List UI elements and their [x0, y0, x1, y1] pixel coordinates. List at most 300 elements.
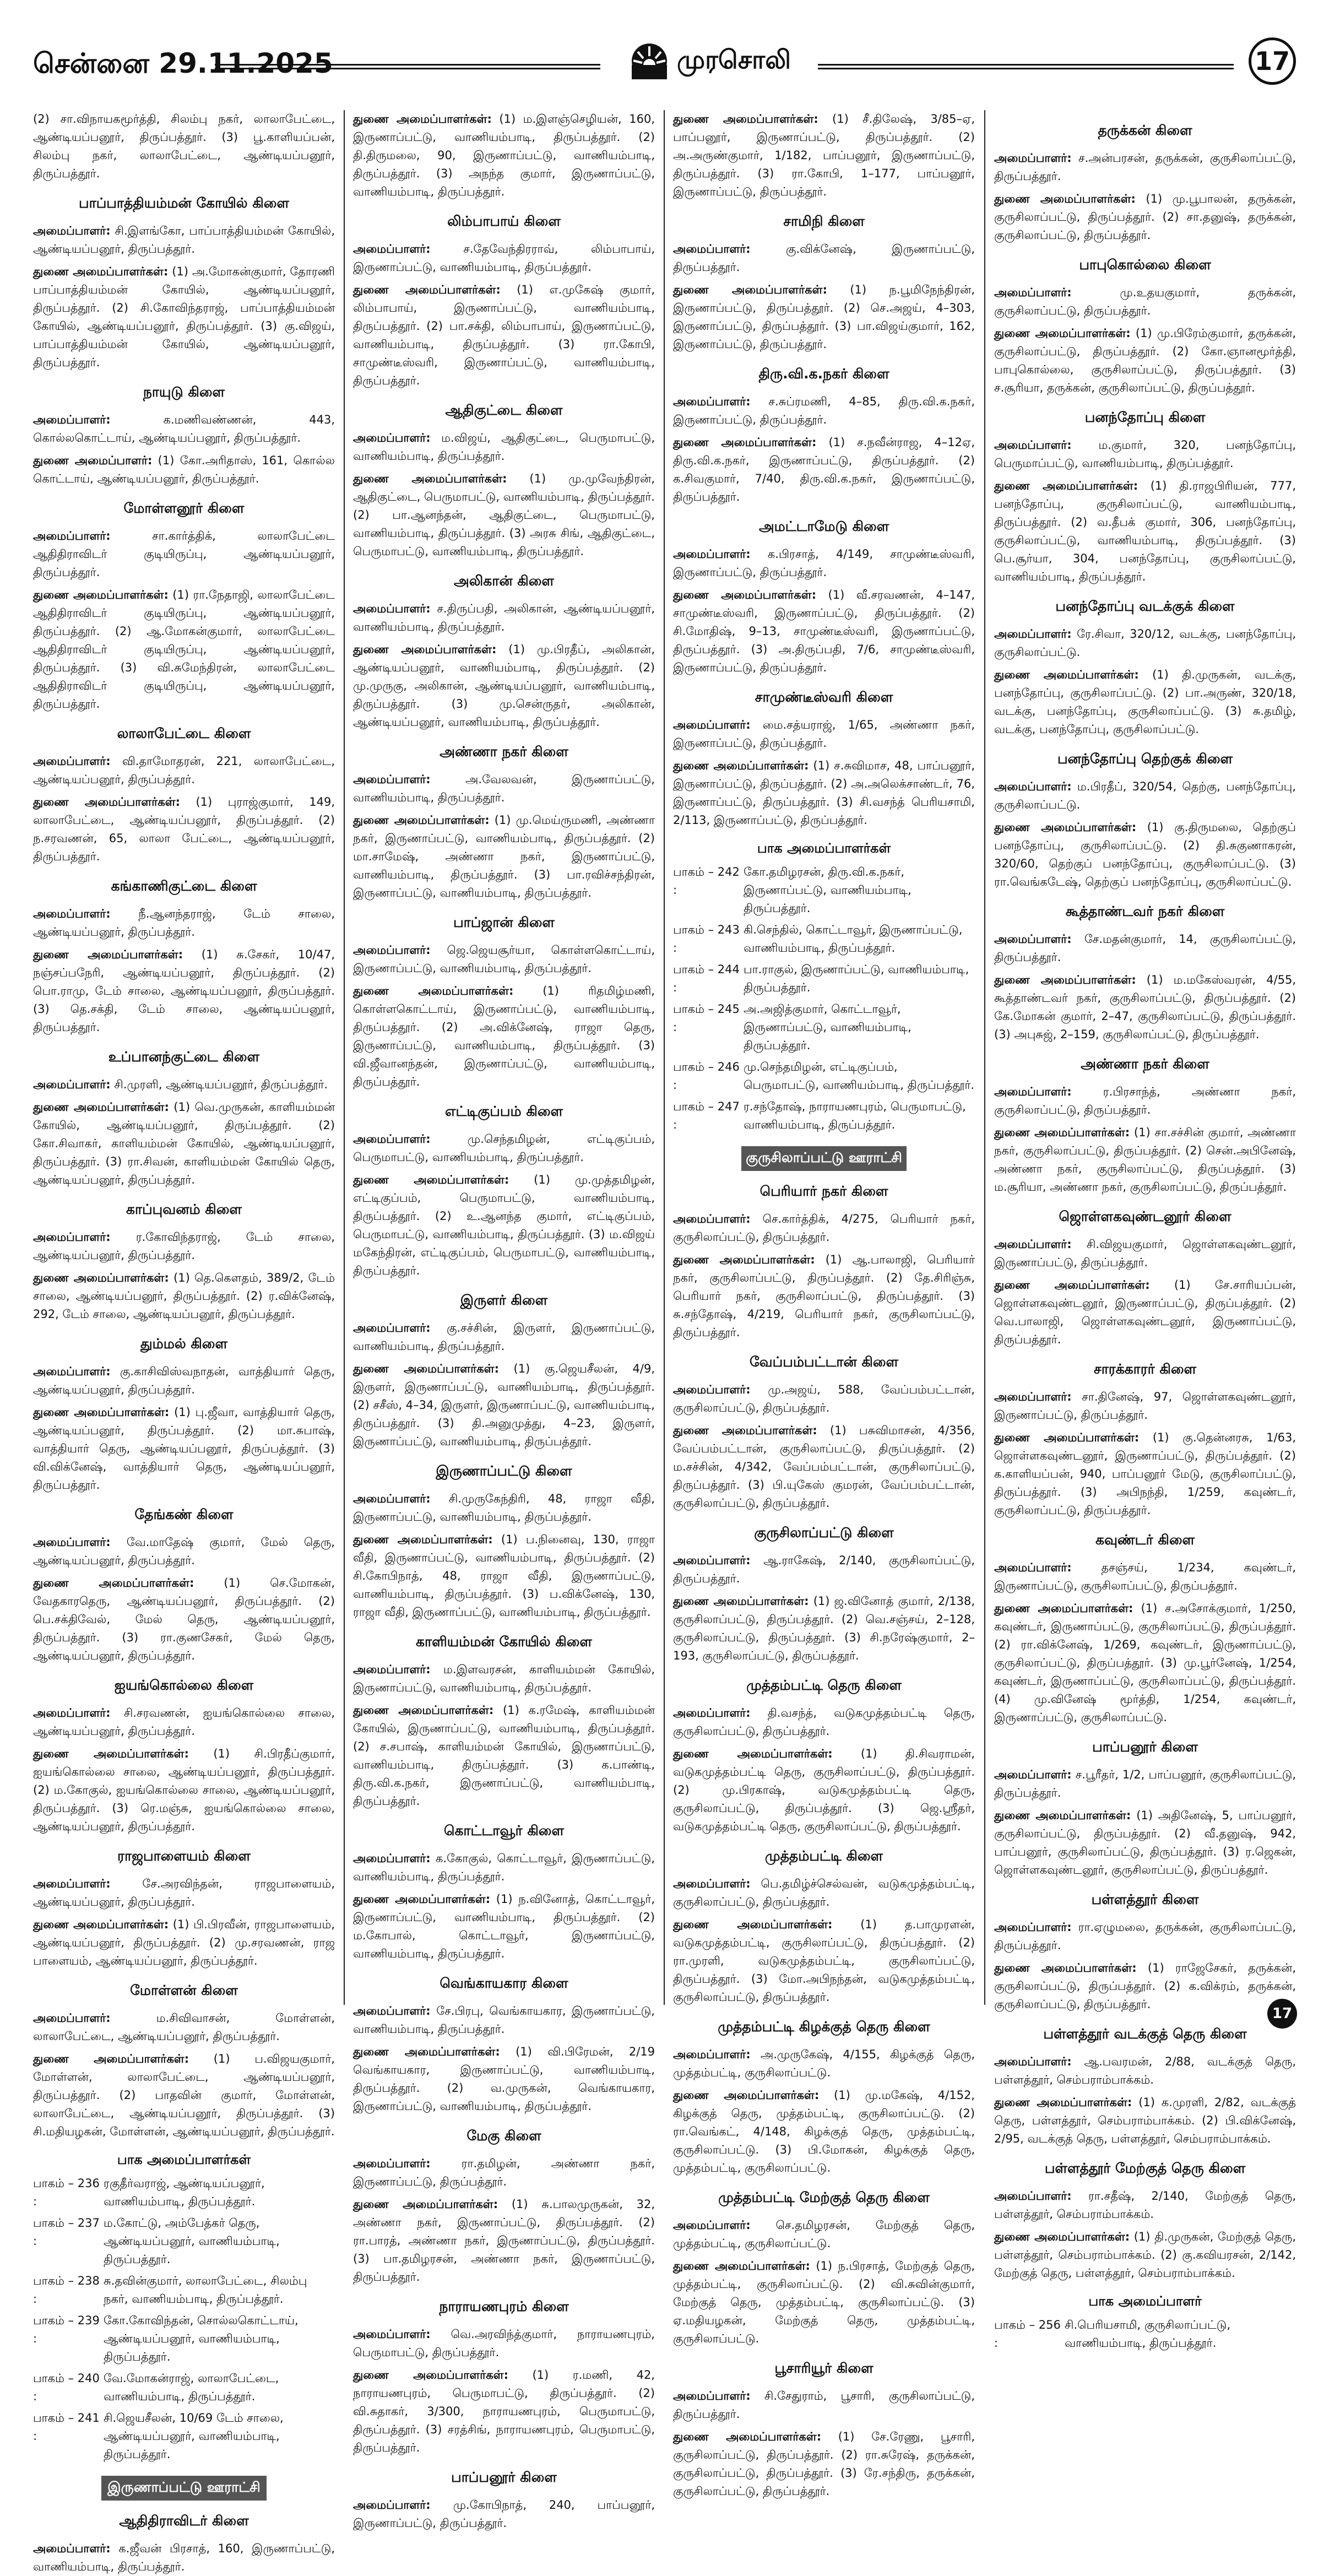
member-text: (1) ராஜேசேகர், தருக்கன், குருசிலாப்பட்டு, திருப்பத்தூர். (2) க.விக்ரம், தருக்கன், குருசிலாப்பட்டு, திருப்பத்தூர்.: [994, 1961, 1296, 2011]
branch-heading: முத்தம்பட்டி கிளை: [764, 1848, 883, 1864]
member-text: (1) வீ.சரவணன், 4–147, சாமுண்டீஸ்வரி, இருணாப்பட்டு, திருப்பத்தூர். (2) சி.மோதிஷ், 9–13, சாமுண்டீஸ்வரி, இருணாப்பட்டு, திருப்பத்தூர். (3) அ.திருப்பதி, 7/6, சாமுண்டீஸ்வரி, இருணாப்பட்டு, திருப்பத்தூர்.: [673, 588, 975, 674]
branch-heading: ஐயங்கொல்லை கிளை: [114, 1677, 254, 1693]
member-text: ம.விஜய், ஆதிகுட்டை, பெருமாபட்டு, வாணியம்பாடி, திருப்பத்தூர்.: [353, 431, 655, 463]
branch-heading: அண்ணா நகர் கிளை: [440, 744, 568, 760]
member-text: (1) ஜ.வினோத் குமார், 2/138, குருசிலாப்பட்டு, திருப்பத்தூர். (2) வெ.சஞ்சய், 2–128, குருசிலாப்பட்டு, திருப்பத்தூர். (3) சி.நரேஷ்குமார், 2–193, குருசிலாப்பட்டு, திருப்பத்தூர்.: [673, 1595, 975, 1662]
member-paragraph: [353, 429, 655, 465]
masthead-rule-right: [818, 64, 1234, 69]
branch-heading: பாப்பனூர் கிளை: [451, 2469, 557, 2485]
member-text: (1) கு.ஜெயசீலன், 4/9, இருளர், இருணாப்பட்டு, வாணியம்பாடி, திருப்பத்தூர். (2) சசீஸ், 4–34, இருளர், இருணாப்பட்டு, வாணியம்பாடி, திருப்பத்தூர். (3) தி.அனுமுத்து, 4–23, இருளர், இருணாப்பட்டு, வாணியம்பாடி, திருப்பத்தூர்.: [353, 1362, 655, 1448]
role-label: அமைப்பாளர்:: [33, 529, 111, 543]
booth-entry: [33, 2369, 335, 2406]
branch-heading: ராஜபாளையம் கிளை: [117, 1848, 251, 1864]
member-text: சே.அரவிந்தன், ராஜபாளையம், ஆண்டியப்பனூர், திருப்பத்தூர்.: [33, 1877, 335, 1908]
member-paragraph: [994, 930, 1296, 967]
role-label: துணை அமைப்பாளர்கள்:: [994, 821, 1137, 834]
role-label: துணை அமைப்பாளர்கள்:: [994, 1126, 1130, 1139]
role-label: அமைப்பாளர்:: [994, 1561, 1072, 1574]
role-label: துணை அமைப்பாளர்கள்:: [33, 2052, 189, 2065]
member-text: (1) மு.மகேஷ், 4/152, கிழக்குத் தெரு, முத்தம்பட்டி, குருசிலாப்பட்டு. (2) ரா.வெங்கட், 4/148, கிழக்குத் தெரு, முத்தம்பட்டி, குருசிலாப்பட்டு. (3) பி.மோகன், கிழக்குத் தெரு, முத்தம்பட்டி, குருசிலாப்பட்டு.: [673, 2089, 975, 2174]
booth-person: சு.தவின்குமார், லாலாபேட்டை, சிலம்பு நகர், வாணியம்பாடி, திருப்பத்தூர்.: [104, 2274, 307, 2306]
member-text: (1) மு.பிரதீப், அலிகான், ஆண்டியப்பனூர், வாணியம்பாடி, திருப்பத்தூர். (2) மு.முருகு, அலிகான், ஆண்டியப்பனூர், வாணியம்பாடி, திருப்பத்தூர். (3) மு.சென்ருதர், அலிகான், ஆண்டியப்பனூர், வாணியம்பாடி, திருப்பத்தூர்.: [353, 643, 655, 729]
member-paragraph: [994, 1559, 1296, 1595]
member-paragraph: [994, 2187, 1296, 2224]
booth-number: பாகம் – 242 :: [673, 865, 740, 897]
booth-entry: [33, 2409, 335, 2464]
booth-entry: [33, 2312, 335, 2366]
role-label: அமைப்பாளர்:: [994, 286, 1072, 299]
booth-entry: [673, 921, 975, 957]
member-paragraph: [353, 2043, 655, 2116]
member-paragraph: [33, 1704, 335, 1740]
member-paragraph: [994, 1959, 1296, 2014]
branch-heading: ஜொள்ளகவுண்டனூர் கிளை: [1059, 1208, 1232, 1224]
paper-name: முரசொலி: [677, 44, 791, 74]
role-label: அமைப்பாளர்:: [673, 2219, 751, 2232]
member-paragraph: [353, 771, 655, 807]
member-paragraph: [994, 1807, 1296, 1879]
booth-section-heading: பாக அமைப்பாளர்கள்: [117, 2152, 251, 2167]
member-paragraph: [673, 716, 975, 752]
member-text: (1) பி.பிரவீன், ராஜபாளையம், ஆண்டியப்பனூர், திருப்பத்தூர். (2) மு.சரவணன், ராஜ பாளையம், ஆண்டியப்பனூர், திருப்பத்தூர்.: [33, 1918, 335, 1967]
role-label: துணை அமைப்பாளர்கள்:: [673, 2259, 810, 2273]
member-paragraph: [33, 1403, 335, 1494]
role-label: அமைப்பாளர்:: [673, 1212, 751, 1225]
masthead: [33, 34, 1296, 95]
member-text: (1) தி.ராஜபிரியன், 777, பனந்தோப்பு, குருசிலாப்பட்டு, வாணியம்பாடி, திருப்பத்தூர். (2) வ.தீபக் குமார், 306, பனந்தோப்பு, குருசிலாப்பட்டு, வாணியம்பாடி, திருப்பத்தூர். (3) பெ.சூர்யா, 304, பனந்தோப்பு, குருசிலாப்பட்டு, வாணியம்பாடி, திருப்பத்தூர்.: [994, 479, 1297, 583]
branch-heading: பள்ளத்தூர் மேற்குத் தெரு கிளை: [1044, 2160, 1246, 2176]
member-paragraph: [994, 1388, 1296, 1424]
member-text: (1) க.முரளி, 2/82, வடக்குத் தெரு, பள்ளத்தூர், செம்பராம்பாக்கம். (2) பி.விக்னேஷ், 2/95, வடக்குத் தெரு, பள்ளத்தூர், செம்பராம்பாக்கம்.: [994, 2096, 1296, 2145]
member-paragraph: [994, 284, 1296, 320]
member-text: (1) ரிதமிழ்மணி, கொள்ளகொட்டாய், இருணாப்பட்டு, வாணியம்பாடி, திருப்பத்தூர். (2) அ.விக்னேஷ், ராஜா தெரு, இருணாப்பட்டு, வாணியம்பாடி, திருப்பத்தூர். (3) வி.ஜீவானந்தன், இருணாப்பட்டு, வாணியம்பாடி, திருப்பத்தூர்.: [353, 984, 655, 1088]
member-text: செ.கார்த்திக், 4/275, பெரியார் நகர், குருசிலாப்பட்டு, திருப்பத்தூர்.: [673, 1212, 975, 1244]
role-label: துணை அமைப்பாளர்கள்:: [353, 984, 514, 997]
masthead-rule-left: [215, 64, 600, 69]
branch-heading: முத்தம்பட்டி கிழக்குத் தெரு கிளை: [718, 2019, 930, 2035]
role-label: துணை அமைப்பாளர்கள்:: [353, 2198, 498, 2211]
member-paragraph: [673, 1916, 975, 2006]
booth-person: சி.பெரியசாமி, குருசிலாப்பட்டு, வாணியம்பாடி, திருப்பத்தூர்.: [1065, 2318, 1231, 2350]
booth-person: பா.ராகுல், இருணாப்பட்டு, வாணியம்பாடி, திருப்பத்தூர்.: [744, 963, 969, 994]
member-text: சி.இளங்கோ, பாப்பாத்தியம்மன் கோயில், ஆண்டியப்பனூர், திருப்பத்தூர்.: [33, 224, 335, 256]
booth-entry: [673, 1000, 975, 1055]
member-text: (1) மு.மெய்ருமணி, அண்ணா நகர், இருணாப்பட்டு, வாணியம்பாடி, திருப்பத்தூர். (2) மா.சாமேஷ், அண்ணா நகர், இருணாப்பட்டு, வாணியம்பாடி, திருப்பத்தூர். (3) பா.ரவிச்சந்திரன், இருணாப்பட்டு, வாணியம்பாடி, திருப்பத்தூர்.: [353, 814, 655, 899]
role-label: துணை அமைப்பாளர்கள்:: [994, 1961, 1137, 1975]
member-paragraph: [33, 2009, 335, 2046]
member-text: சி.சரவணன், ஐயங்கொல்லை சாலை, ஆண்டியப்பனூர், திருப்பத்தூர்.: [33, 1706, 335, 1738]
role-label: துணை அமைப்பாளர்கள்:: [33, 265, 169, 278]
branch-heading: தருக்கன் கிளை: [1098, 122, 1192, 138]
role-label: அமைப்பாளர்:: [353, 2004, 431, 2018]
member-text: (1) தி.முருகன், வடக்கு, பனந்தோப்பு, குருசிலாப்பட்டு. (2) பா.அருண், 320/18, வடக்கு, பனந்தோப்பு, குருசிலாப்பட்டு. (3) சு.தமிழ், வடக்கு, பனந்தோப்பு, குருசிலாப்பட்டு.: [994, 668, 1296, 736]
role-label: அமைப்பாளர்:: [33, 224, 111, 237]
member-text: (1) த.பாமுரளன், வடுகமுத்தம்பட்டி, குருசிலாப்பட்டு, திருப்பத்தூர். (2) ரா.முரளி, வடுகமுத்தம்பட்டி, குருசிலாப்பட்டு, திருப்பத்தூர். (3) மோ.அபிநந்தன், வடுகமுத்தம்பட்டி, குருசிலாப்பட்டு, திருப்பத்தூர்.: [673, 1918, 975, 2004]
member-text: (1) ந.பூமிநேந்திரன், இருணாப்பட்டு, திருப்பத்தூர். (2) செ.அஜய், 4–303, இருணாப்பட்டு, திருப்பத்தூர். (3) பா.விஜய்குமார், 162, இருணாப்பட்டு, திருப்பத்தூர்.: [673, 283, 975, 351]
role-label: அமைப்பாளர்:: [994, 1085, 1072, 1098]
branch-heading: ஆதிகுட்டை கிளை: [445, 402, 563, 418]
member-text: (1) எ.முகேஷ் குமார், லிம்பாபாய், இருணாப்பட்டு, வாணியம்பாடி, திருப்பத்தூர். (2) பா.சக்தி, லிம்பாபாய், இருணாப்பட்டு, வாணியம்பாடி, திருப்பத்தூர். (3) ரா.கோபி, சாமுண்டீஸ்வரி, இருணாப்பட்டு, வாணியம்பாடி, திருப்பத்தூர்.: [353, 283, 655, 387]
member-paragraph: [353, 1531, 655, 1621]
booth-person: ர.சந்தோஷ், நாராயணபுரம், பெருமாபட்டு, வாணியம்பாடி, திருப்பத்தூர்.: [744, 1100, 966, 1131]
member-paragraph: [673, 1381, 975, 1417]
member-paragraph: [673, 281, 975, 354]
member-paragraph: [673, 393, 975, 429]
branch-heading: பூசாரியூர் கிளை: [774, 2360, 874, 2376]
branch-heading: பாப்பனூர் கிளை: [1092, 1739, 1198, 1755]
role-label: துணை அமைப்பாளர்கள்:: [673, 112, 818, 126]
branch-heading: காப்புவனம் கிளை: [126, 1201, 242, 1217]
member-text: பெ.தமிழ்ச்செல்வன், வடுகமுத்தம்பட்டி, குருசிலாப்பட்டு, திருப்பத்தூர்.: [673, 1877, 975, 1908]
branch-heading: கூத்தாண்டவர் நகர் கிளை: [1065, 903, 1225, 919]
role-label: அமைப்பாளர்:: [353, 602, 431, 615]
footer-page-number: 17: [1267, 1999, 1297, 2029]
booth-number: பாகம் – 241 :: [33, 2411, 100, 2443]
member-paragraph: [33, 2540, 335, 2576]
member-paragraph: [353, 600, 655, 636]
role-label: அமைப்பாளர்:: [353, 773, 431, 786]
member-text: வெ.அரவிந்த்குமார், நாராயணபுரம், பெருமாபட்டு, திருப்பத்தூர்.: [353, 2328, 655, 2359]
paper-brand: [611, 42, 810, 91]
role-label: அமைப்பாளர்:: [33, 907, 111, 920]
role-label: துணை அமைப்பாளர்கள்:: [673, 1747, 833, 1760]
member-text: (1) ஆ.பாலாஜி, பெரியார் நகர், குருசிலாப்பட்டு, திருப்பத்தூர். (2) தே.சிரிஞ்சு, பெரியார் நகர், குருசிலாப்பட்டு, திருப்பத்தூர். (3) சு.சந்தோஷ், 4/219, பெரியார் நகர், குருசிலாப்பட்டு, திருப்பத்தூர்.: [673, 1253, 975, 1339]
role-label: துணை அமைப்பாளர்கள்:: [673, 1424, 817, 1437]
member-text: ச.அன்பரசன், தருக்கன், குருசிலாப்பட்டு, திருப்பத்தூர்.: [994, 151, 1296, 183]
member-paragraph: [353, 982, 655, 1091]
member-text: வி.தாமோதரன், 221, லாலாபேட்டை, ஆண்டியப்பனூர், திருப்பத்தூர்.: [33, 755, 335, 786]
member-paragraph: [33, 527, 335, 582]
member-paragraph: [353, 1661, 655, 1697]
role-label: துணை அமைப்பாளர்கள்:: [673, 2089, 820, 2102]
member-text: (1) ம.மகேஸ்வரன், 4/55, கூத்தாண்டவர் நகர், குருசிலாப்பட்டு, திருப்பத்தூர். (2) கே.மோகன் குமார், 2–47, குருசிலாப்பட்டு, திருப்பத்தூர். (3) அபுசுஜ், 2–159, குருசிலாப்பட்டு, திருப்பத்தூர்.: [994, 973, 1296, 1041]
member-text: ஆ.பவரமன், 2/88, வடக்குத் தெரு, பள்ளத்தூர், செம்பராம்பாக்கம்.: [994, 2055, 1296, 2086]
member-paragraph: [994, 2228, 1296, 2282]
role-label: அமைப்பாளர்:: [353, 1321, 431, 1335]
member-paragraph: [673, 2216, 975, 2253]
booth-number: பாகம் – 237 :: [33, 2216, 100, 2248]
role-label: அமைப்பாளர்:: [33, 1230, 111, 1244]
member-text: ம.பிரதீப், 320/54, தெற்கு, பனந்தோப்பு, குருசிலாப்பட்டு.: [994, 780, 1296, 811]
role-label: துணை அமைப்பாளர்கள்:: [673, 1253, 815, 1266]
member-text: (1) கு.திருமலை, தெற்குப் பனந்தோப்பு, குருசிலாப்பட்டு. (2) தி.சுகுணாகரன், 320/60, தெற்குப் பனந்தோப்பு, குருசிலாப்பட்டு. (3) ரா.வெங்கடேஷ், தெற்குப் பனந்தோப்பு, குருசிலாப்பட்டு.: [994, 821, 1296, 888]
member-paragraph: [673, 545, 975, 582]
member-text: ஜெ.ஜெயசூர்யா, கொள்ளகொட்டாய், இருணாப்பட்டு, வாணியம்பாடி, திருப்பத்தூர்.: [353, 943, 655, 975]
branch-heading: வெங்காயகார கிளை: [440, 1975, 568, 1991]
member-paragraph: [673, 1592, 975, 1665]
role-label: துணை அமைப்பாளர்கள்:: [994, 1809, 1131, 1822]
member-paragraph: [673, 1210, 975, 1246]
member-paragraph: [673, 2257, 975, 2348]
role-label: துணை அமைப்பாளர்கள்:: [33, 1747, 189, 1760]
member-text: ச.தேவேந்திரராவ், லிம்பாபாய், இருணாப்பட்டு, வாணியம்பாடி, திருப்பத்தூர்.: [353, 242, 655, 274]
member-paragraph: [33, 1098, 335, 1189]
member-text: (2) சா.விநாயகமூர்த்தி, சிலம்பு நகர், லாலாபேட்டை, ஆண்டியப்பனூர், திருப்பத்தூர். (3) பூ.காளியப்பன், சிலம்பு நகர், லாலாபேட்டை, ஆண்டியப்பனூர், திருப்பத்தூர்.: [33, 112, 335, 180]
member-paragraph: [673, 1251, 975, 1342]
page-number-badge: 17: [1249, 37, 1296, 85]
member-paragraph: [33, 1269, 335, 1324]
member-text: (1) மு.பூபாலன், தருக்கன், குருசிலாப்பட்டு, திருப்பத்தூர். (2) சா.தனுஷ், தருக்கன், குருசிலாப்பட்டு, திருப்பத்தூர்.: [994, 192, 1296, 242]
branch-heading: தும்மல் கிளை: [140, 1336, 228, 1352]
role-label: அமைப்பாளர்:: [353, 2498, 431, 2512]
role-label: அமைப்பாளர்:: [673, 1554, 751, 1567]
member-text: (1) கு.தென்னரசு, 1/63, ஜொள்ளகவுண்டனூர், இருணாப்பட்டு, திருப்பத்தூர். (2) க.காளியப்பன், 940, பாப்பனூர் மேடு, குருசிலாப்பட்டு, திருப்பத்தூர். (3) அபிநந்தி, 1/259, கவுண்டர், குருசிலாப்பட்டு, திருப்பத்தூர்.: [994, 1431, 1297, 1517]
column-1: [33, 110, 335, 2573]
member-paragraph: [33, 1076, 335, 1094]
branch-heading: பனந்தோப்பு கிளை: [1084, 409, 1206, 425]
branch-heading: இருளர் கிளை: [460, 1292, 548, 1308]
member-paragraph: [33, 1363, 335, 1399]
booth-person: சி.ஜெயசீலன், 10/69 டேம் சாலை, ஆண்டியப்பனூர், வாணியம்பாடி, திருப்பத்தூர்.: [104, 2411, 284, 2461]
member-text: சே.பிரபு, வெங்காயகார, இருணாப்பட்டு, வாணியம்பாடி, திருப்பத்தூர்.: [353, 2004, 655, 2036]
booth-number: பாகம் – 256 :: [994, 2318, 1061, 2350]
role-label: அமைப்பாளர்:: [994, 2189, 1072, 2203]
member-text: செ.தமிழரசன், மேற்குத் தெரு, முத்தம்பட்டி, குருசிலாப்பட்டு.: [673, 2219, 975, 2250]
member-paragraph: [353, 1490, 655, 1526]
branch-heading: எட்டிகுப்பம் கிளை: [444, 1103, 563, 1119]
member-text: (1) வெ.முருகன், காளியம்மன் கோயில், ஆண்டியப்பனூர், திருப்பத்தூர். (2) கோ.சிவாகர், காளியம்மன் கோயில், ஆண்டியப்பனூர், திருப்பத்தூர். (3) ரா.சிவன், காளியம்மன் கோயில் தெரு, ஆண்டியப்பனூர், திருப்பத்தூர்.: [33, 1100, 335, 1186]
branch-heading: சாரக்காரர் கிளை: [1093, 1361, 1197, 1377]
member-text: ச.சுப்ரமணி, 4–85, திரு.வி.க.நகர், இருணாப்பட்டு, திருப்பத்தூர்.: [673, 395, 975, 426]
role-label: அமைப்பாளர்:: [994, 627, 1072, 641]
member-text: ரா.சதீஷ், 2/140, மேற்குத் தெரு, பள்ளத்தூர், செம்பராம்பாக்கம்.: [994, 2189, 1296, 2221]
member-paragraph: [353, 1850, 655, 1886]
member-text: (1) கோ.அரிதாஸ், 161, கொல்ல கொட்டாய், ஆண்டியப்பனூர், திருப்பத்தூர்.: [33, 454, 335, 485]
role-label: துணை அமைப்பாளர்கள்:: [33, 1406, 170, 1419]
role-label: அமைப்பாளர்:: [994, 1768, 1072, 1781]
member-text: கு.சச்சின், இருளர், இருணாப்பட்டு, வாணியம்பாடி, திருப்பத்தூர்.: [353, 1321, 655, 1353]
role-label: துணை அமைப்பாளர்கள்:: [33, 588, 169, 601]
member-text: ச.பூரீதர், 1/2, பாப்பனூர், குருசிலாப்பட்டு, திருப்பத்தூர்.: [994, 1768, 1296, 1799]
role-label: அமைப்பாளர்:: [33, 413, 111, 426]
member-text: மு.செந்தமிழன், எட்டிகுப்பம், பெருமாபட்டு, வாணியம்பாடி, திருப்பத்தூர்.: [353, 1132, 655, 1164]
member-text: (1) மு.முத்தமிழன், எட்டிகுப்பம், பெருமாபட்டு, வாணியம்பாடி, திருப்பத்தூர். (2) உ.ஆனந்த குமார், எட்டிகுப்பம், பெருமாபட்டு, வாணியம்பாடி, திருப்பத்தூர். (3) ம.விஜய் மகேந்திரன், எட்டிகுப்பம், பெருமாபட்டு, வாணியம்பாடி, திருப்பத்தூர்.: [353, 1173, 655, 1277]
member-text: (1) சா.சச்சின் குமார், அண்ணா நகர், குருசிலாப்பட்டு, திருப்பத்தூர். (2) சென்.அபினேஷ், அண்ணா நகர், குருசிலாப்பட்டு, திருப்பத்தூர். (3) ம.சூரியா, அண்ணா நகர், குருசிலாப்பட்டு, திருப்பத்தூர்.: [994, 1126, 1296, 1194]
member-paragraph: [673, 1875, 975, 1911]
branch-heading: சாமிநி கிளை: [783, 213, 865, 229]
role-label: அமைப்பாளர்:: [994, 2055, 1072, 2068]
member-paragraph: [33, 752, 335, 789]
role-label: அமைப்பாளர்:: [33, 1365, 111, 1378]
panchayat-band-heading: இருணாப்பட்டு ஊராட்சி: [101, 2476, 267, 2501]
branch-heading: வேப்பம்பட்டான் கிளை: [749, 1354, 899, 1370]
role-label: அமைப்பாளர்:: [33, 1877, 111, 1890]
booth-number: பாகம் – 247 :: [673, 1100, 740, 1131]
role-label: துணை அமைப்பாளர்கள்:: [353, 814, 490, 827]
role-label: துணை அமைப்பாளர்கள்:: [994, 2230, 1130, 2243]
member-text: சி.முரளி, ஆண்டியப்பனூர், திருப்பத்தூர்.: [110, 1078, 328, 1091]
role-label: துணை அமைப்பாளர்:: [33, 454, 153, 467]
member-text: க.ஜீவன் பிரசாத், 160, இருணாப்பட்டு, வாணியம்பாடி, திருப்பத்தூர்.: [33, 2542, 335, 2573]
member-text: ம.சிவிவாசன், மோள்ளன், லாலாபேட்டை, ஆண்டியப்பனூர், திருப்பத்தூர்.: [33, 2011, 335, 2043]
role-label: அமைப்பாளர்:: [353, 1492, 431, 1505]
member-paragraph: [994, 324, 1296, 397]
role-label: துணை அமைப்பாளர்கள்:: [353, 1533, 493, 1546]
role-label: அமைப்பாளர்:: [673, 1877, 751, 1890]
member-paragraph: [353, 641, 655, 731]
booth-person: கோ.தமிழரசன், திரு.வி.க.நகர், இருணாப்பட்டு, வாணியம்பாடி, திருப்பத்தூர்.: [744, 865, 912, 915]
role-label: அமைப்பாளர்:: [994, 1238, 1072, 1251]
member-paragraph: [994, 1235, 1296, 1272]
member-text: ஆ.ராகேஷ், 2/140, குருசிலாப்பட்டு, திருப்பத்தூர்.: [673, 1554, 975, 1585]
member-paragraph: [673, 757, 975, 829]
member-paragraph: [33, 1228, 335, 1265]
booth-entry: [33, 2272, 335, 2308]
branch-heading: இருணாப்பட்டு கிளை: [436, 1463, 572, 1479]
branch-heading: பாபுகொல்லை கிளை: [1079, 257, 1211, 273]
member-paragraph: [353, 2496, 655, 2532]
branch-heading: நாராயணபுரம் கிளை: [439, 2298, 569, 2314]
role-label: துணை அமைப்பாளர்கள்:: [994, 973, 1136, 986]
role-label: அமைப்பாளர்:: [353, 1132, 431, 1146]
role-label: அமைப்பாளர்:: [353, 1663, 431, 1676]
branch-heading: பள்ளத்தூர் வடக்குத் தெரு கிளை: [1043, 2026, 1247, 2042]
member-paragraph: [353, 1319, 655, 1355]
role-label: அமைப்பாளர்:: [994, 438, 1072, 452]
branch-heading: பாப்ஜான் கிளை: [453, 914, 555, 930]
role-label: துணை அமைப்பாளர்கள்:: [353, 1362, 500, 1375]
role-label: அமைப்பாளர்:: [353, 2328, 431, 2341]
member-paragraph: [673, 240, 975, 276]
member-text: (1) சி.பிரதீப்குமார், ஐயங்கொல்லை சாலை, ஆண்டியப்பனூர், திருப்பத்தூர். (2) ம.கோகுல், ஐயங்கொல்லை சாலை, ஆண்டியப்பனூர், திருப்பத்தூர். (3) ரெ.மஞ்சு, ஐயங்கொல்லை சாலை, ஆண்டியப்பனூர், திருப்பத்தூர்.: [33, 1747, 335, 1833]
member-text: மு.உதயகுமார், தருக்கன், குருசிலாப்பட்டு, திருப்பத்தூர்.: [994, 286, 1296, 317]
member-text: (1) தெ.கெளதம், 389/2, டேம் சாலை, ஆண்டியப்பனூர், திருப்பத்தூர். (2) ர.விக்னேஷ், 292, டேம் சாலை, ஆண்டியப்பனூர், திருப்பத்தூர்.: [33, 1271, 335, 1321]
member-text: சா.தினேஷ், 97, ஜொள்ளகவுண்டனூர், இருணாப்பட்டு, திருப்பத்தூர்.: [994, 1390, 1296, 1422]
branch-heading: அண்ணா நகர் கிளை: [1081, 1056, 1209, 1072]
booth-person: வே.மோகன்ராஜ், லாலாபேட்டை, வாணியம்பாடி, திருப்பத்தூர்.: [104, 2372, 279, 2403]
member-paragraph: [33, 1875, 335, 1911]
role-label: அமைப்பாளர்:: [33, 755, 111, 768]
member-paragraph: [353, 2195, 655, 2286]
booth-section-heading: பாக அமைப்பாளர்கள்: [757, 840, 891, 856]
member-text: கு.விக்னேஷ், இருணாப்பட்டு, திருப்பத்தூர்.: [673, 242, 975, 274]
role-label: அமைப்பாளர்:: [673, 395, 751, 408]
role-label: துணை அமைப்பாளர்கள்:: [673, 759, 809, 772]
member-paragraph: [673, 2428, 975, 2501]
member-text: அ.வேலவன், இருணாப்பட்டு, வாணியம்பாடி, திருப்பத்தூர்.: [353, 773, 655, 804]
role-label: துணை அமைப்பாளர்கள்:: [33, 948, 183, 961]
member-paragraph: [353, 110, 655, 201]
member-paragraph: [33, 222, 335, 258]
role-label: அமைப்பாளர்:: [994, 1921, 1072, 1934]
member-text: (1) ந.வினோத், கொட்டாவூர், இருணாப்பட்டு, வாணியம்பாடி, திருப்பத்தூர். (2) ம.கோபால், கொட்டாவூர், இருணாப்பட்டு, வாணியம்பாடி, திருப்பத்தூர்.: [353, 1892, 655, 1960]
role-label: அமைப்பாளர்:: [353, 943, 431, 957]
member-paragraph: [353, 941, 655, 978]
member-paragraph: [994, 778, 1296, 814]
member-text: (1) மு.முவேந்திரன், ஆதிகுட்டை, பெருமாபட்டு, வாணியம்பாடி, திருப்பத்தூர். (2) பா.ஆனந்தன், ஆதிகுட்டை, பெருமாபட்டு, வாணியம்பாடி, திருப்பத்தூர். (3) அரசு சிங், ஆதிகுட்டை, பெருமாபட்டு, வாணியம்பாடி, திருப்பத்தூர்.: [353, 472, 655, 558]
branch-heading: பள்ளத்தூர் கிளை: [1091, 1891, 1199, 1907]
branch-heading: உப்பானந்குட்டை கிளை: [108, 1049, 260, 1065]
member-text: (1) அ.மோகன்குமார், தோரணி பாப்பாத்தியம்மன் கோயில், ஆண்டியப்பனூர், திருப்பத்தூர். (2) சி.கோவிந்தராஜ், பாப்பாத்தியம்மன் கோயில், ஆண்டியப்பனூர், திருப்பத்தூர். (3) கு.விஜய், பாப்பாத்தியம்மன் கோயில், ஆண்டியப்பனூர், திருப்பத்தூர்.: [33, 265, 335, 369]
member-text: (1) ம.இளஞ்செழியன், 160, இருணாப்பட்டு, வாணியம்பாடி, திருப்பத்தூர். (2) தி.திருமலை, 90, இருணாப்பட்டு, வாணியம்பாடி, திருப்பத்தூர். (3) அநந்த குமார், இருணாப்பட்டு, வாணியம்பாடி, திருப்பத்தூர்.: [353, 112, 655, 198]
member-text: மு.அஜய், 588, வேப்பம்பட்டான், குருசிலாப்பட்டு, திருப்பத்தூர்.: [673, 1383, 975, 1414]
branch-heading: முத்தம்பட்டி மேற்குத் தெரு கிளை: [718, 2189, 930, 2205]
member-text: (1) ச.நவீன்ராஜ, 4–12ஏ, திரு.வி.க.நகர், இருணாப்பட்டு, திருப்பத்தூர். (2) க.சிவகுமார், 7/40, திரு.வி.க.நகர், இருணாப்பட்டு, திருப்பத்தூர்.: [673, 436, 975, 503]
role-label: துணை அமைப்பாளர்கள்:: [353, 2368, 508, 2382]
role-label: துணை அமைப்பாளர்கள்:: [673, 588, 816, 601]
role-label: துணை அமைப்பாளர்கள்:: [353, 112, 492, 126]
column-3: [673, 110, 975, 2498]
member-paragraph: [673, 433, 975, 506]
member-paragraph: [673, 1704, 975, 1740]
member-paragraph: [994, 1599, 1296, 1727]
role-label: துணை அமைப்பாளர்கள்:: [33, 1271, 169, 1284]
member-text: ம.குமார், 320, பனந்தோப்பு, பெருமாப்பட்டு, வாணியம்பாடி, திருப்பத்தூர்.: [994, 438, 1296, 470]
member-paragraph: [994, 1083, 1296, 1119]
member-paragraph: [353, 240, 655, 276]
member-text: தசஞ்சய், 1/234, கவுண்டர், இருணாப்பட்டு, குருசிலாப்பட்டு, திருப்பத்தூர்.: [994, 1561, 1296, 1592]
role-label: துணை அமைப்பாளர்கள்:: [994, 1278, 1150, 1292]
member-text: சா.கார்த்திக், லாலாபேட்டை ஆதிதிராவிடர் குடியிருப்பு, ஆண்டியப்பனூர், திருப்பத்தூர்.: [33, 529, 335, 579]
role-label: அமைப்பாளர்:: [33, 1536, 111, 1549]
member-paragraph: [33, 1574, 335, 1665]
booth-number: பாகம் – 245 :: [673, 1002, 740, 1034]
member-text: சே.மதன்குமார், 14, குருசிலாப்பட்டு, திருப்பத்தூர்.: [994, 932, 1296, 964]
role-label: அமைப்பாளர்:: [673, 718, 751, 731]
member-text: (1) தி.முருகன், மேற்குத் தெரு, பள்ளத்தூர், செம்பராம்பாக்கம். (2) கு.கவியரசன், 2/142, மேற்குத் தெரு, பள்ளத்தூர், செம்பராம்பாக்கம்.: [994, 2230, 1296, 2280]
member-paragraph: [994, 190, 1296, 245]
member-paragraph: [33, 793, 335, 866]
role-label: அமைப்பாளர்:: [994, 151, 1072, 165]
role-label: துணை அமைப்பாளர்கள்:: [353, 1704, 494, 1717]
branch-heading: கவுண்டர் கிளை: [1095, 1532, 1195, 1548]
member-text: க.மணிவண்ணன், 443, கொல்லகொட்டாய், ஆண்டியப்பனூர், திருப்பத்தூர்.: [33, 413, 335, 444]
booth-number: பாகம் – 238 :: [33, 2274, 100, 2306]
member-text: (1) ப.நினைவு, 130, ராஜா வீதி, இருணாப்பட்டு, வாணியம்பாடி, திருப்பத்தூர். (2) சி.கோபிநாத், 48, ராஜா வீதி, இருணாப்பட்டு, வாணியம்பாடி, திருப்பத்தூர். (3) ப.விக்னேஷ், 130, ராஜா வீதி, இருணாப்பட்டு, வாணியம்பாடி, திருப்பத்தூர்.: [353, 1533, 655, 1619]
booth-number: பாகம் – 240 :: [33, 2372, 100, 2403]
role-label: துணை அமைப்பாளர்கள்:: [994, 192, 1136, 205]
branch-heading: தேங்கண் கிளை: [134, 1506, 234, 1522]
role-label: துணை அமைப்பாளர்கள்:: [994, 2096, 1132, 2109]
role-label: அமைப்பாளர்:: [994, 1390, 1072, 1403]
member-paragraph: [994, 436, 1296, 473]
member-paragraph: [33, 110, 335, 183]
member-paragraph: [33, 946, 335, 1037]
member-paragraph: [994, 971, 1296, 1044]
member-paragraph: [994, 477, 1296, 586]
branch-heading: பாப்பாத்தியம்மன் கோயில் கிளை: [79, 195, 289, 211]
booth-person: கோ.கோவிந்தன், சொல்லகொட்டாய், ஆண்டியப்பனூர், வாணியம்பாடி, திருப்பத்தூர்.: [104, 2314, 299, 2363]
panchayat-band-heading: குருசிலாப்பட்டு ஊராட்சி: [741, 1146, 907, 1171]
role-label: துணை அமைப்பாளர்கள்:: [994, 479, 1138, 492]
member-text: (1) சீ.திலேஷ், 3/85–ஏ, பாப்பனூர், இருணாப்பட்டு, திருப்பத்தூர். (2) அ.அருண்குமார், 1/182, பாப்பனூர், இருணாப்பட்டு, திருப்பத்தூர். (3) ரா.கோபி, 1–177, பாப்பனூர், இருணாப்பட்டு, திருப்பத்தூர்.: [673, 112, 975, 198]
booth-person: மு.செந்தமிழன், எட்டிகுப்பம், பெருமாபட்டு, வாணியம்பாடி, திருப்பத்தூர்.: [744, 1060, 974, 1092]
member-text: வே.மாதேஷ் குமார், மேல் தெரு, ஆண்டியப்பனூர், திருப்பத்தூர்.: [33, 1536, 335, 1567]
role-label: துணை அமைப்பாளர்கள்:: [353, 1892, 491, 1906]
member-paragraph: [994, 1124, 1296, 1196]
booth-section-heading: பாக அமைப்பாளர்: [1088, 2293, 1202, 2309]
member-text: (1) பு.ஜீவா, வாத்தியார் தெரு, ஆண்டியப்பனூர், திருப்பத்தூர். (2) மா.சுபாஷ், வாத்தியார் தெரு, ஆண்டியப்பனூர், திருப்பத்தூர். (3) வி.விக்னேஷ், வாத்தியார் தெரு, ஆண்டியப்பனூர், திருப்பத்தூர்.: [33, 1406, 335, 1492]
member-text: (1) மு.பிரேம்குமார், தருக்கன், குருசிலாப்பட்டு, திருப்பத்தூர். (2) கோ.ஞானமூர்த்தி, பாபுகொல்லை, குருசிலாப்பட்டு, திருப்பத்தூர். (3) ச.சூரியா, தருக்கன், குருசிலாப்பட்டு, திருப்பத்தூர்.: [994, 327, 1296, 394]
branch-heading: அலிகான் கிளை: [454, 573, 554, 589]
member-paragraph: [353, 1171, 655, 1280]
member-text: (1) வி.பிரேமன், 2/19 வெங்காயகார, இருணாப்பட்டு, வாணியம்பாடி, திருப்பத்தூர். (2) வ.முருகன், வெங்காயகார, இருணாப்பட்டு, வாணியம்பாடி, திருப்பத்தூர்.: [353, 2045, 655, 2113]
member-text: (1) தி.சிவராமன், வடுகமுத்தம்பட்டி தெரு, குருசிலாப்பட்டு, திருப்பத்தூர். (2) மு.பிரகாஷ், வடுகமுத்தம்பட்டி தெரு, குருசிலாப்பட்டு, திருப்பத்தூர். (3) ஜெ.ஸ்ரீதர், வடுகமுத்தம்பட்டி தெரு, குருசிலாப்பட்டு, திருப்பத்தூர்.: [673, 1747, 975, 1833]
member-text: ச.திருப்பதி, அலிகான், ஆண்டியப்பனூர், வாணியம்பாடி, திருப்பத்தூர்.: [353, 602, 655, 633]
member-text: க.பிரசாத், 4/149, சாமுண்டீஸ்வரி, இருணாப்பட்டு, திருப்பத்தூர்.: [673, 547, 975, 579]
member-paragraph: [353, 1890, 655, 1963]
branch-heading: அமட்டாமேடு கிளை: [758, 518, 889, 534]
role-label: அமைப்பாளர்:: [994, 932, 1072, 946]
member-text: சி.விஜயகுமார், ஜொள்ளகவுண்டனூர், இருணாப்பட்டு, திருப்பத்தூர்.: [994, 1238, 1296, 1269]
member-text: ர.பிரசாந்த், அண்ணா நகர், குருசிலாப்பட்டு, திருப்பத்தூர்.: [994, 1085, 1296, 1116]
booth-number: பாகம் – 246 :: [673, 1060, 740, 1092]
member-paragraph: [353, 1360, 655, 1451]
member-text: மு.கோபிநாத், 240, பாப்பனூர், இருணாப்பட்டு, திருப்பத்தூர்.: [353, 2498, 655, 2530]
member-paragraph: [673, 110, 975, 201]
role-label: துணை அமைப்பாளர்கள்:: [33, 1918, 169, 1931]
member-text: (1) புராஜ்குமார், 149, லாலாபேட்டை, ஆண்டியப்பனூர், திருப்பத்தூர். (2) ந.சரவணன், 65, லாலா பேட்டை, ஆண்டியப்பனூர், திருப்பத்தூர்.: [33, 795, 335, 863]
